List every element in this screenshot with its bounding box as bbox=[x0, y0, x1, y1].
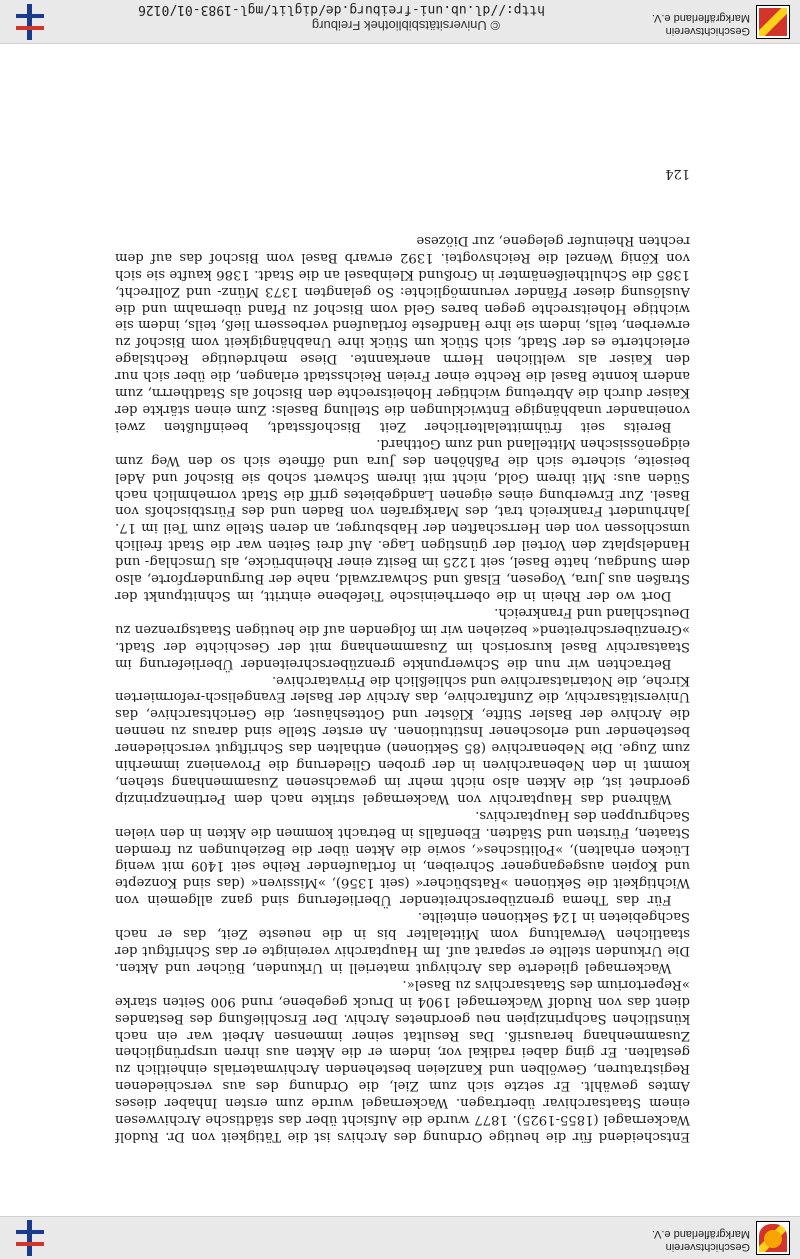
paragraph-2: Wackernagel gliederte das Archivgut materiell in Urkunden, Bücher und Akten. Die Urkunden stellte er separat auf. Im Hauptarchiv vereinigte er das Schriftgut der staatlichen Verwaltung vom Mittelalter bis in die neueste Zeit, das er nach Sachgebieten in 124 Sektionen einteilte. bbox=[115, 909, 690, 975]
page-number: 124 bbox=[665, 166, 690, 181]
footer-left-logo-label: Geschichtsverein Markgräflerland e.V. bbox=[651, 12, 750, 37]
footer-credit: © Universitätsbibliothek Freiburg bbox=[311, 18, 500, 33]
document-body bbox=[115, 119, 690, 1144]
paragraph-3: Für das Thema grenzüberschreitender Überlieferung sind ganz allgemein von Wichtigkeit die Sektionen »Ratsbücher« (seit 1356), »Missiven« (das sind Konzepte und Kopien ausgegangener Schreiben, in fortlaufender Reihe seit 1409 mit wenig Lücken erhalten), »Politisches«, sowie die Akten über die Beziehungen zu fremden Staaten, Fürsten und Städten. Ebenfalls in Betracht kommen die Akten in den vielen Sachgruppen des Hauptarchivs. bbox=[115, 807, 690, 908]
permalink-url[interactable]: http://dl.ub.uni-freiburg.de/diglit/mgl-1983-01/0126 bbox=[138, 2, 545, 17]
geschichtsverein-crest-icon bbox=[756, 5, 790, 39]
geschichtsverein-crest-icon bbox=[756, 1221, 790, 1255]
paragraph-7: Bereits seit frühmittelalterlicher Zeit Bischofsstadt, beeinflußten zwei voneinander unabhängige Entwicklungen die Stellung Basels: Zum einen stärkte der Kaiser durch die Abtretung wichtiger Hoheitsrechte den Bischof als Stadtherrn, zum andern konnte Basel die Rechte einer Freien Reichsstadt erlangen, die über sich nur den Kaiser als weltlichen Herrn anerkannte. Diese mehrdeutige Rechtslage erleichterte es der Stadt, sich Stück um Stück ihre Unabhängigkeit vom Bischof zu erwerben, teils, indem sie ihre Handfeste fortlaufend verbessern ließ, teils, indem sie wichtige Hoheitsrechte gegen bares Geld vom Bischof zu Pfand übernahm und die Auslösung dieser Pfänder verunmöglichte: So gelangten 1373 Münz- und Zollrecht, 1385 die Schultheißenämter in Großund Kleinbasel an die Stadt. 1386 kaufte sie sich von König Wenzel die Reichsvogtei. 1392 erwarb Basel vom Bischof das auf dem rechten Rheinufer gelegene, zur Diözese bbox=[115, 232, 690, 434]
header-left-logo-label: Geschichtsverein Markgräflerland e.V. bbox=[651, 1228, 750, 1253]
university-library-logo-icon bbox=[14, 1220, 46, 1256]
paragraph-5: Betrachten wir nun die Schwerpunkte grenzüberschreitender Überlieferung im Staatsarchiv Basel kursorisch im Zusammenhang mit der Geschichte der Stadt. »Grenzüberschreitend« beziehen wir im folgenden auf die heutigen Staatsgrenzen zu Deutschland und Frankreich. bbox=[115, 604, 690, 671]
viewer-footer-bar bbox=[0, 0, 800, 44]
viewer-header-bar bbox=[0, 1216, 800, 1259]
paragraph-1: Entscheidend für die heutige Ordnung des Archivs ist die Tätigkeit von Dr. Rudolf Wackernagel (1855-1925). 1877 wurde die Aufsicht über das städtische Archivwesen einem Staatsarchivar übertragen. Wackernagel wurde zum ersten Inhaber dieses Amtes gewählt. Er setzte sich zum Ziel, die Ordnung des aus verschiedenen Registraturen, Gewölben und Kanzleien bestehenden Archivmaterials einheitlich zu gestalten. Er ging dabei radikal vor, indem er die Akten aus ihren ursprünglichen Zusammenhang herausriß. Das Resultat seiner immensen Arbeit war ein nach künstlichen Sachprinzipien neu geordnetes Archiv. Der Erschließung des Bestandes dient das von Rudolf Wackernagel 1904 in Druck gegebene, rund 900 Seiten starke »Repertorium des Staatsarchivs zu Basel«. bbox=[115, 976, 690, 1144]
university-library-logo-icon bbox=[14, 4, 46, 40]
paragraph-6: Dort wo der Rhein in die oberrheinische Tiefebene eintritt, im Schnittpunkt der Straßen aus Jura, Vogesen, Elsaß und Schwarzwald, nahe der Burgunderpforte, also dem Sundgau, hatte Basel, seit 1225 im Besitz einer Rheinbrücke, als Umschlag- und Handelsplatz den Vorteil der günstigen Lage. Auf drei Seiten war die Stadt freilich umschlossen von den Herrschaften der Habsburger, an deren Stelle zum Teil im 17. Jahrhundert Frankreich trat, des Markgrafen von Baden und des Fürstbischofs von Basel. Zur Erwerbung eines eigenen Landgebietes griff die Stadt vornehmlich nach Süden aus: Mit ihrem Gold, nicht mit ihrem Schwert schob sie Bischof und Adel beiseite, sicherte sich die Paßhöhen des Jura und öffnete sich so den Weg zum eidgenössischen Mittelland und zum Gotthard. bbox=[115, 435, 690, 603]
paragraph-4: Während das Hauptarchiv von Wackernagel strikte nach dem Pertinenzprinzip geordnet ist, die Akten also nicht mehr im gewachsenen Zusammenhang stehen, kommt in den Nebenarchiven in der groben Gliederung die Provenienz immerhin zum Zuge. Die Nebenarchive (85 Sektionen) enthalten das Schriftgut verschiedener bestehender und erloschener Institutionen. An erster Stelle sind daraus zu nennen die Archive der Basler Stifte, Klöster und Gotteshäuser, die Gerichtsarchive, das Universitätsarchiv, die Zunftarchive, das Archiv der Basler Evangelisch-reformierten Kirche, die Notariatsarchive und schließlich die Privatarchive. bbox=[115, 672, 690, 806]
